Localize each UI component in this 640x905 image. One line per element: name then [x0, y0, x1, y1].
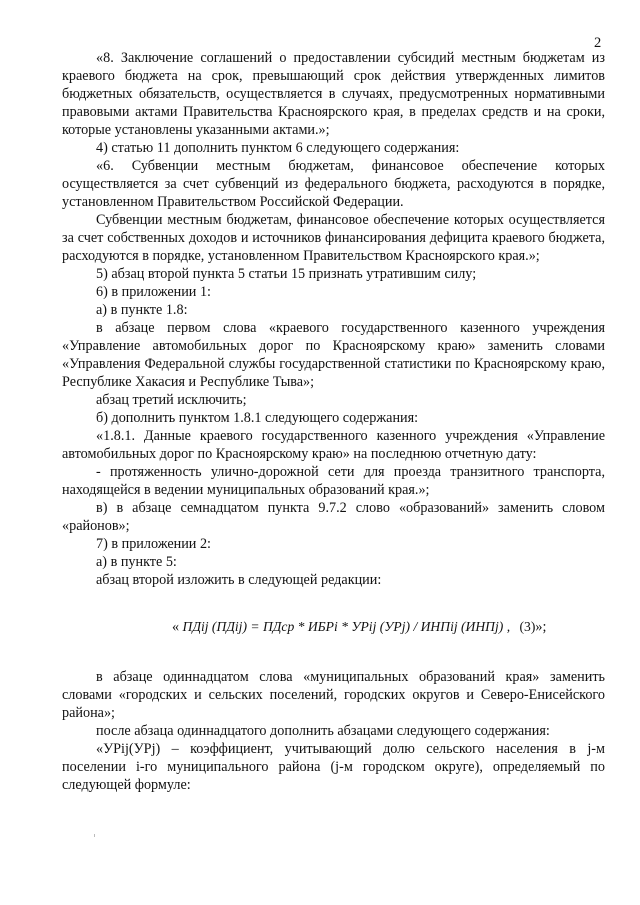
paragraph-third-abzac-exclude: абзац третий исключить;	[96, 392, 247, 408]
paragraph-after-eleventh: после абзаца одиннадцатого дополнить абзацами следующего содержания:	[96, 723, 550, 739]
paragraph-second-abzac-edit: абзац второй изложить в следующей редакции:	[96, 572, 382, 588]
formula-3	[62, 618, 605, 636]
paragraph-ur-coefficient: «УРij(УРj) – коэффициент, учитывающий долю сельского населения в j-м поселении i-го муниципального района (j-м городском округе), определяемый по следующей формуле:	[62, 741, 605, 793]
paragraph-appendix-1: 6) в приложении 1:	[96, 284, 211, 300]
paragraph-appendix-2: 7) в приложении 2:	[96, 536, 211, 552]
paragraph-subventions-own-revenue: Субвенции местным бюджетам, финансовое обеспечение которых осуществляется за счет собственных доходов и источников финансирования дефицита краевого бюджета, расходуются в порядке, установленном Правительством Красноярского края.»;	[62, 212, 605, 264]
formula-expression: ПДij (ПДij) = ПДср * ИБРi * УРij (УРj) / ИНПij (ИНПj) ,	[182, 619, 511, 634]
paragraph-road-network: - протяженность улично-дорожной сети для проезда транзитного транспорта, находящейся в ведении муниципальных образований края.»;	[62, 464, 605, 498]
document-body	[62, 49, 605, 794]
scan-speck	[94, 834, 95, 837]
paragraph-clause-6-subventions: «6. Субвенции местным бюджетам, финансовое обеспечение которых осуществляется за счет субвенций из федерального бюджета, расходуются в порядке, установленном Правительством Российской Федерации.	[62, 158, 605, 210]
paragraph-article-11: 4) статью 11 дополнить пунктом 6 следующего содержания:	[96, 140, 460, 156]
paragraph-eleventh-abzac-replace: в абзаце одиннадцатом слова «муниципальных образований края» заменить словами «городских и сельских поселений, городских округов и Северо-Енисейского района»;	[62, 669, 605, 721]
paragraph-add-point-1-8-1: б) дополнить пунктом 1.8.1 следующего содержания:	[96, 410, 419, 426]
paragraph-point-9-7-2: в) в абзаце семнадцатом пункта 9.7.2 слово «образований» заменить словом «районов»;	[62, 500, 605, 534]
paragraph-first-abzac-replace: в абзаце первом слова «краевого государственного казенного учреждения «Управление автомобильных дорог по Красноярскому краю» заменить словами «Управления Федеральной службы государственной статистики по Красноярскому краю, Республике Хакасия и Республике Тыва»;	[62, 320, 605, 390]
paragraph-point-1-8: а) в пункте 1.8:	[96, 302, 188, 318]
page-number: 2	[594, 35, 602, 51]
formula-open-quote: «	[172, 619, 180, 635]
paragraph-point-1-8-1: «1.8.1. Данные краевого государственного казенного учреждения «Управление автомобильных дорог по Красноярскому краю» на последнюю отчетную дату:	[62, 428, 605, 462]
paragraph-article-15: 5) абзац второй пункта 5 статьи 15 признать утратившим силу;	[96, 266, 477, 282]
paragraph-clause-8: «8. Заключение соглашений о предоставлении субсидий местным бюджетам из краевого бюджета на срок, превышающий срок действия утвержденных лимитов бюджетных обязательств, осуществляется в случаях, предусмотренных нормативными правовыми актами Правительства Красноярского края, в пределах средств и на сроки, которые установлены указанными актами.»;	[62, 50, 605, 138]
formula-close: »;	[535, 619, 547, 635]
paragraph-point-5: а) в пункте 5:	[96, 554, 177, 570]
formula-number: (3)	[519, 619, 536, 634]
